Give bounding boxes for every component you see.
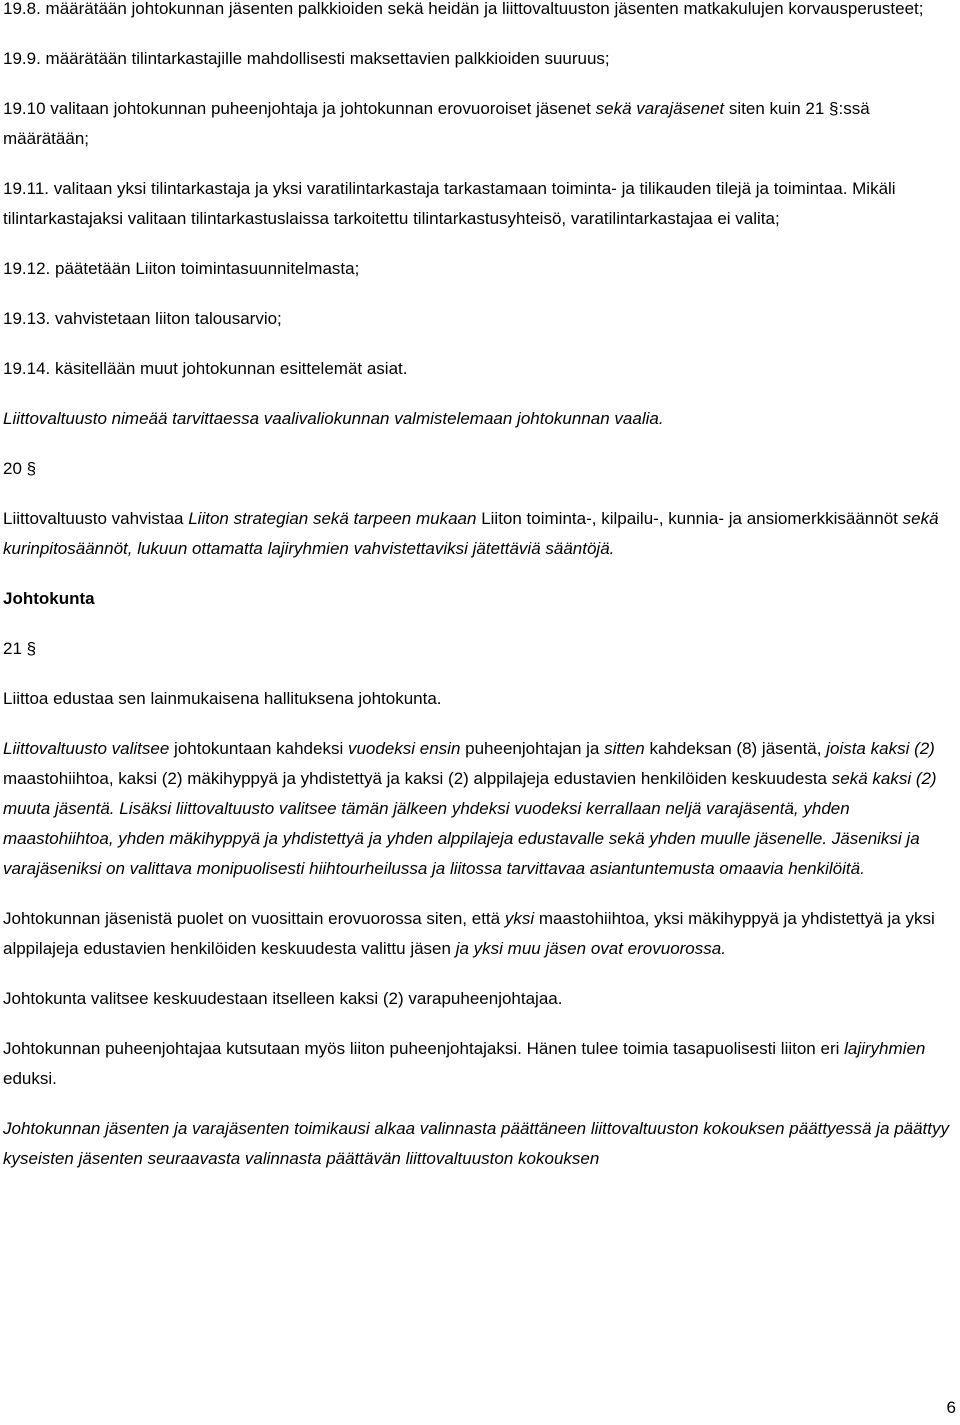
s21-p2-text-d: puheenjohtajan ja xyxy=(460,739,605,758)
s21-p2-italic-a: Liittovaltuusto valitsee xyxy=(3,739,170,758)
item-19-10-text-a: 19.10 valitaan johtokunnan puheenjohtaja ja johtokunnan erovuoroiset jäsenet xyxy=(3,99,596,118)
section-21-paragraph-4: Johtokunta valitsee keskuudestaan itselleen kaksi (2) varapuheenjohtajaa. xyxy=(3,989,563,1008)
section-20-paragraph xyxy=(3,504,955,564)
section-20-text-a: Liittovaltuusto vahvistaa xyxy=(3,509,189,528)
s21-p6-italic: Johtokunnan jäsenten ja varajäsenten toimikausi alkaa valinnasta päättäneen liittovaltuuston kokouksen päättyessä ja päättyy kyseisten jäsenten seuraavasta valinnasta päättävän liittovaltuuston kokouksen xyxy=(3,1119,949,1168)
s21-p3-text-c: maastohiihtoa, yksi mäkihyppyä ja yhdistettyä ja yksi alppilajeja edustavien henkilöiden keskuudesta valittu jäsen xyxy=(3,909,935,958)
section-20-heading: 20 § xyxy=(3,459,37,478)
item-19-14: 19.14. käsitellään muut johtokunnan esittelemät asiat. xyxy=(3,359,408,378)
s21-p2-italic-e: sitten xyxy=(604,739,645,758)
page-number: 6 xyxy=(946,1398,956,1417)
s21-p2-text-h: maastohiihtoa, kaksi (2) mäkihyppyä ja yhdistettyä ja kaksi (2) alppilajeja edustavien henkilöiden keskuudesta xyxy=(3,769,832,788)
item-19-13: 19.13. vahvistetaan liiton talousarvio; xyxy=(3,309,282,328)
s21-p2-italic-i: sekä kaksi (2) muuta jäsentä. Lisäksi liittovaltuusto valitsee tämän jälkeen yhdeksi vuodeksi kerrallaan neljä varajäsentä, yhden maastohiihtoa, yhden mäkihyppyä ja yhdistettyä ja yhden alppilajeja edustavalle sekä yhden muulle jäsenelle. Jäseniksi ja varajäseniksi on valittava monipuolisesti hiihtourheilussa ja liitossa tarvittavaa asiantuntemusta omaavia henkilöitä. xyxy=(3,769,937,878)
election-committee-note xyxy=(3,404,955,434)
section-21-heading: 21 § xyxy=(3,639,37,658)
section-21-paragraph-1: Liittoa edustaa sen lainmukaisena hallituksena johtokunta. xyxy=(3,689,442,708)
document-page xyxy=(3,0,955,1174)
election-committee-note-text: Liittovaltuusto nimeää tarvittaessa vaalivaliokunnan valmistelemaan johtokunnan vaalia. xyxy=(3,409,664,428)
item-19-8: 19.8. määrätään johtokunnan jäsenten palkkioiden sekä heidän ja liittovaltuuston jäsenten matkakulujen korvausperusteet; xyxy=(3,0,924,18)
s21-p5-italic-b: lajiryhmien xyxy=(844,1039,926,1058)
s21-p2-italic-g: joista kaksi (2) xyxy=(826,739,935,758)
section-title-johtokunta: Johtokunta xyxy=(3,589,95,608)
s21-p5-text-c: eduksi. xyxy=(3,1069,57,1088)
s21-p2-italic-c: vuodeksi ensin xyxy=(347,739,461,758)
item-19-10-text-c: siten kuin 21 §:ssä määrätään; xyxy=(3,99,870,148)
section-21-paragraph-3 xyxy=(3,904,955,964)
s21-p3-italic-d: ja yksi muu jäsen ovat erovuorossa. xyxy=(455,939,726,958)
item-19-10 xyxy=(3,94,955,154)
section-20-italic-b: Liiton strategian sekä tarpeen mukaan xyxy=(188,509,477,528)
section-21-paragraph-2 xyxy=(3,734,955,884)
s21-p3-text-a: Johtokunnan jäsenistä puolet on vuosittain erovuorossa siten, että xyxy=(3,909,505,928)
s21-p5-text-a: Johtokunnan puheenjohtajaa kutsutaan myös liiton puheenjohtajaksi. Hänen tulee toimia tasapuolisesti liiton eri xyxy=(3,1039,845,1058)
s21-p2-text-b: johtokuntaan kahdeksi xyxy=(169,739,348,758)
s21-p3-italic-b: yksi xyxy=(504,909,535,928)
item-19-11: 19.11. valitaan yksi tilintarkastaja ja yksi varatilintarkastaja tarkastamaan toiminta- ja tilikauden tilejä ja toimintaa. Mikäli tilintarkastajaksi valitaan tilintarkastuslaissa tarkoitettu tilintarkastusyhteisö, varatilintarkastajaa ei valita; xyxy=(3,179,896,228)
item-19-10-italic: sekä varajäsenet xyxy=(595,99,725,118)
s21-p2-text-f: kahdeksan (8) jäsentä, xyxy=(644,739,827,758)
item-19-12: 19.12. päätetään Liiton toimintasuunnitelmasta; xyxy=(3,259,360,278)
section-21-paragraph-6 xyxy=(3,1114,955,1174)
section-20-italic-d: sekä kurinpitosäännöt, lukuun ottamatta lajiryhmien vahvistettaviksi jätettäviä sääntöjä. xyxy=(3,509,939,558)
section-21-paragraph-5 xyxy=(3,1034,955,1094)
item-19-9: 19.9. määrätään tilintarkastajille mahdollisesti maksettavien palkkioiden suuruus; xyxy=(3,49,610,68)
section-20-text-c: Liiton toiminta-, kilpailu-, kunnia- ja ansiomerkkisäännöt xyxy=(476,509,903,528)
